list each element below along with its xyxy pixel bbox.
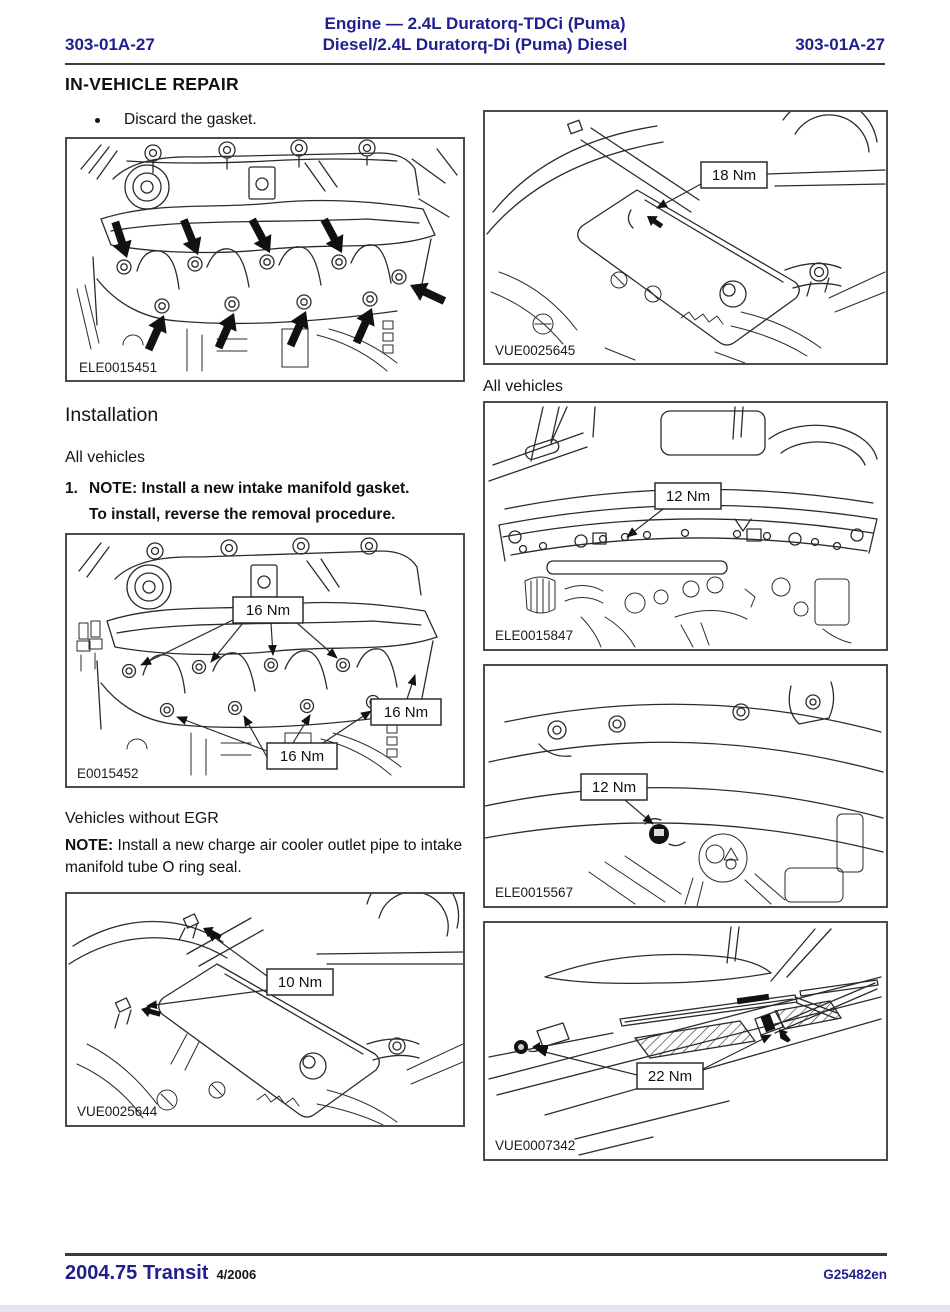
installation-heading: Installation — [65, 404, 159, 426]
figure-crossmember-12nm — [483, 401, 888, 651]
line-art-panel-bolt-12nm — [485, 666, 886, 906]
step-text — [89, 476, 409, 527]
note-label: NOTE: — [65, 837, 114, 855]
left-column — [65, 105, 465, 1127]
page-edge-strip — [0, 1305, 950, 1312]
section-heading: IN-VEHICLE REPAIR — [65, 74, 239, 95]
torque-callout: 16 Nm — [245, 602, 291, 620]
header-row — [65, 14, 885, 55]
title-line-2: Diesel/2.4L Duratorq-Di (Puma) Diesel — [322, 34, 628, 54]
bullet-icon — [95, 118, 100, 123]
right-column — [483, 105, 888, 1161]
torque-callout: 18 Nm — [711, 167, 757, 184]
figure-code: VUE0007342 — [495, 1138, 576, 1153]
all-vehicles-heading-left: All vehicles — [65, 449, 146, 466]
step-1 — [65, 476, 465, 527]
figure-code: E0015452 — [77, 766, 139, 782]
vehicle-model: 2004.75 Transit — [65, 1262, 209, 1284]
line-art-intake-manifold-arrows — [67, 139, 463, 380]
header-rule — [65, 63, 885, 65]
callout-12nm — [581, 774, 653, 824]
title-line-1: Engine — 2.4L Duratorq-TDCi (Puma) — [324, 14, 626, 33]
line-art-manifold-16nm — [67, 535, 463, 786]
figure-intake-manifold-bolts — [65, 137, 465, 382]
bullet-item — [65, 111, 465, 129]
page-ref-right: 303-01A-27 — [795, 35, 885, 55]
torque-callout: 22 Nm — [647, 1068, 693, 1085]
all-vehicles-heading-right: All vehicles — [483, 378, 564, 395]
torque-callout: 12 Nm — [665, 488, 711, 505]
step-instruction-line: To install, reverse the removal procedure. — [89, 505, 396, 523]
line-art-pipe-18nm — [485, 112, 886, 363]
figure-wiper-22nm — [483, 921, 888, 1161]
footer-row — [65, 1262, 887, 1285]
callout-16nm-right — [371, 675, 441, 725]
note-paragraph — [65, 835, 465, 879]
without-egr-heading: Vehicles without EGR — [65, 810, 219, 828]
publication-date: 4/2006 — [216, 1267, 257, 1282]
document-reference: G25482en — [823, 1267, 887, 1282]
figure-outlet-pipe-10nm — [65, 892, 465, 1127]
torque-callout: 10 Nm — [277, 974, 323, 992]
figure-manifold-torque-16nm — [65, 533, 465, 788]
figure-code: ELE0015847 — [495, 628, 574, 643]
step-note-line: NOTE: Install a new intake manifold gasket. — [89, 480, 410, 497]
figure-code: VUE0025644 — [77, 1104, 158, 1120]
step-number: 1. — [65, 480, 78, 497]
page-footer — [65, 1253, 887, 1285]
figure-code: VUE0025645 — [495, 343, 576, 358]
page-ref-left: 303-01A-27 — [65, 35, 155, 55]
page-header — [65, 14, 885, 95]
line-art-wiper-22nm — [485, 923, 886, 1159]
line-art-crossmember-12nm — [485, 403, 886, 649]
line-art-outlet-pipe-10nm — [67, 894, 463, 1125]
torque-callout: 12 Nm — [591, 779, 637, 796]
figure-pipe-18nm — [483, 110, 888, 365]
document-title — [255, 14, 695, 55]
note-text: Install a new charge air cooler outlet pipe to intake manifold tube O ring seal. — [65, 837, 463, 877]
figure-panel-bolt-12nm — [483, 664, 888, 908]
footer-rule — [65, 1253, 887, 1256]
bullet-text: Discard the gasket. — [124, 111, 257, 128]
figure-code: ELE0015451 — [79, 360, 158, 375]
torque-callout: 16 Nm — [279, 748, 325, 766]
torque-callout: 16 Nm — [383, 704, 429, 722]
figure-code: ELE0015567 — [495, 885, 574, 900]
